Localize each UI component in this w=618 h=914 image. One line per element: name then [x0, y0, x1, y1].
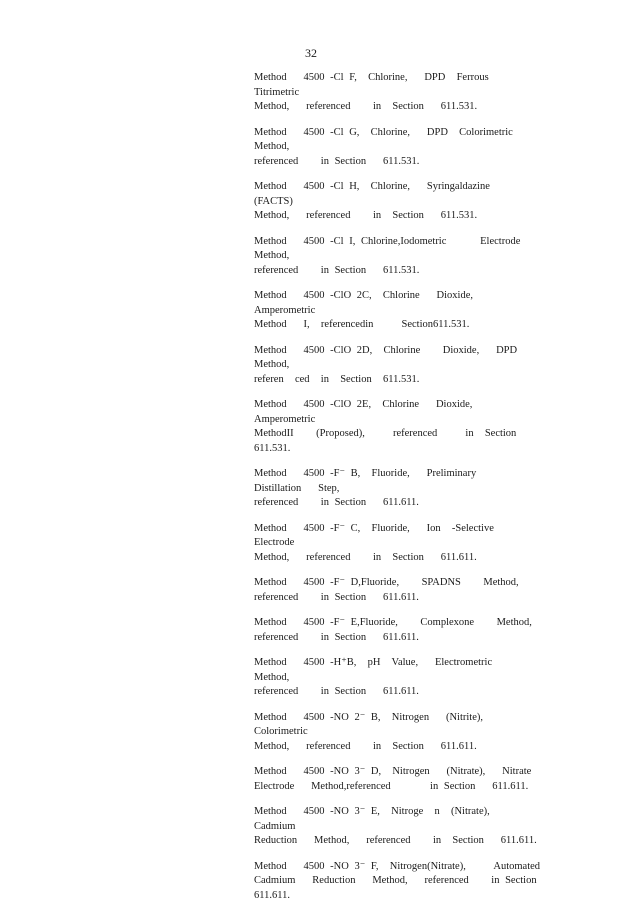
entry-line: Method I, referencedin Section611.531.: [254, 319, 470, 330]
entry-line: Method 4500 -ClO 2C, Chlorine Dioxide, Amperometric: [254, 290, 490, 316]
entry-line: Method 4500 -NO 3⁻ E, Nitroge n (Nitrate), Cadmium: [254, 806, 507, 832]
list-item: [254, 860, 544, 904]
entry-line: Method 4500 -ClO 2E, Chlorine Dioxide, Amperometric: [254, 399, 489, 425]
list-item: [254, 576, 544, 605]
entry-line: Method, referenced in Section 611.531.: [254, 210, 478, 221]
entry-line: Method 4500 -Cl G, Chlorine, DPD Colorimetric Method,: [254, 126, 536, 152]
method-reference-list: [254, 71, 544, 914]
entry-line: Method 4500 -ClO 2D, Chlorine Dioxide, DPD Method,: [254, 344, 529, 370]
entry-line: referenced in Section 611.611.: [254, 686, 419, 697]
entry-line: referenced in Section 611.611.: [254, 631, 419, 643]
list-item: [254, 711, 544, 755]
entry-line: referenced in Section 611.611.: [254, 497, 419, 508]
entry-line: referen ced in Section 611.531.: [254, 373, 420, 385]
entry-line: Method 4500 -Cl I, Chlorine,Iodometric Electrode Method,: [254, 235, 538, 261]
entry-line: Method 4500 -F⁻ E,Fluoride, Complexone Method,: [254, 617, 532, 628]
list-item: [254, 126, 544, 170]
entry-line: MethodII (Proposed), referenced in Section 611.531.: [254, 428, 534, 454]
entry-line: referenced in Section 611.611.: [254, 591, 419, 603]
list-item: [254, 398, 544, 456]
list-item: [254, 805, 544, 849]
entry-line: Method 4500 -Cl H, Chlorine, Syringaldazine (FACTS): [254, 181, 519, 207]
list-item: [254, 467, 544, 511]
list-item: [254, 71, 544, 115]
page-number: 32: [305, 46, 317, 60]
entry-line: Method, referenced in Section 611.611.: [254, 740, 477, 752]
list-item: [254, 180, 544, 224]
list-item: [254, 765, 544, 794]
entry-line: referenced in Section 611.531.: [254, 155, 420, 167]
entry-line: Electrode Method,referenced in Section 611.611.: [254, 780, 529, 792]
list-item: [254, 522, 544, 566]
entry-line: Method, referenced in Section 611.531.: [254, 101, 478, 112]
entry-line: Method 4500 -H⁺B, pH Value, Electrometric Method,: [254, 657, 515, 683]
entry-line: Reduction Method, referenced in Section 611.611.: [254, 835, 537, 846]
entry-line: Method 4500 -NO 3⁻ F, Nitrogen(Nitrate), Automated: [254, 860, 541, 872]
entry-line: 611.611.: [254, 889, 290, 901]
entry-line: Method 4500 -NO 2⁻ B, Nitrogen (Nitrite), Colorimetric: [254, 711, 500, 737]
entry-line: Method 4500 -F⁻ B, Fluoride, Preliminary Distillation Step,: [254, 468, 499, 494]
entry-line: Method 4500 -F⁻ D,Fluoride, SPADNS Method,: [254, 577, 519, 588]
entry-line: Method, referenced in Section 611.611.: [254, 551, 477, 563]
entry-line: Method 4500 -F⁻ C, Fluoride, Ion -Selective Electrode: [254, 522, 511, 548]
list-item: [254, 289, 544, 333]
entry-line: Method 4500 -Cl F, Chlorine, DPD Ferrous Titrimetric: [254, 72, 506, 98]
list-item: [254, 344, 544, 388]
list-item: [254, 656, 544, 700]
entry-line: referenced in Section 611.531.: [254, 264, 420, 276]
entry-line: Method 4500 -NO 3⁻ D, Nitrogen (Nitrate), Nitrate: [254, 766, 532, 777]
list-item: [254, 616, 544, 645]
entry-line: Cadmium Reduction Method, referenced in Section: [254, 875, 537, 886]
list-item: [254, 235, 544, 279]
